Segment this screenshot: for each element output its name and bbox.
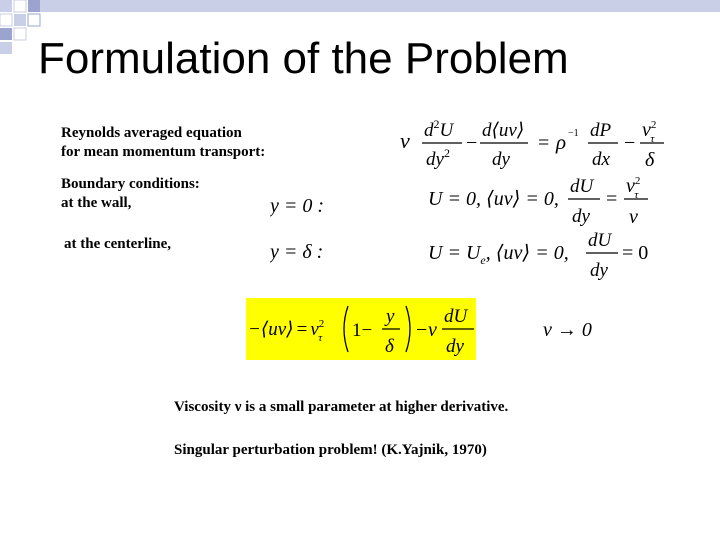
svg-text:1− — [352, 320, 372, 341]
centerline-bc-equation — [428, 226, 660, 289]
exponent-2: 2 — [433, 117, 440, 131]
svg-text:U = Ue, ⟨uv⟩ = 0, — [428, 242, 569, 267]
nu-denominator: ν — [629, 206, 638, 228]
tau-subscript-3: τ — [318, 332, 323, 344]
centerline-condition — [270, 236, 340, 271]
wall-condition — [270, 190, 340, 225]
centerline-label: at the centerline, — [64, 236, 172, 252]
d-symbol: d — [424, 120, 434, 141]
boundary-label-line1: Boundary conditions: — [61, 176, 200, 192]
rho-inverse: −1 — [568, 128, 579, 139]
slide-title: Formulation of the Problem — [38, 34, 569, 83]
svg-text:d2U — [424, 117, 455, 141]
d-symbol-6: d — [444, 306, 454, 327]
exponent-2b: 2 — [443, 146, 450, 160]
dy-symbol: dy — [426, 149, 444, 170]
u-symbol-3: U — [597, 230, 612, 251]
dy-denominator-3: dy — [590, 260, 608, 281]
u-symbol-2: U — [579, 176, 594, 197]
wall-bc-prefix: U = 0, ⟨uv⟩ = 0, — [428, 188, 559, 210]
center-bc-mid: , ⟨uv⟩ = 0, — [485, 242, 569, 264]
uv-term-2: ⟨uv⟩ — [260, 319, 294, 340]
minus-sign-5: − — [416, 319, 428, 341]
singular-note: Singular perturbation problem! (K.Yajnik, 1970) — [174, 442, 487, 458]
e-subscript: e — [480, 253, 486, 267]
equals-sign-3: = — [296, 319, 308, 340]
dy-denominator: dy — [492, 149, 510, 170]
svg-text:ν2τ — [642, 119, 656, 145]
exponent-2e: 2 — [318, 318, 325, 330]
exponent-2d: 2 — [634, 175, 641, 187]
wall-condition-text: y = 0 : — [270, 195, 325, 217]
dx-denominator: dx — [592, 149, 610, 170]
svg-text:dP — [590, 120, 612, 141]
center-bc-prefix: U = U — [428, 242, 481, 264]
boundary-label-line2: at the wall, — [61, 195, 132, 211]
equals-sign: = — [538, 132, 550, 154]
svg-text:dU — [588, 230, 613, 251]
reynolds-label — [61, 124, 265, 162]
minus-sign: − — [466, 132, 478, 154]
tau-subscript: τ — [650, 133, 655, 145]
minus-sign-2: − — [624, 132, 636, 154]
minus-sign-3: − — [248, 319, 261, 340]
uv-term: ⟨uv⟩ — [491, 120, 525, 141]
d-symbol-4: d — [570, 176, 580, 197]
boundary-label — [61, 175, 200, 213]
u-symbol: U — [439, 120, 454, 141]
nu-symbol-2: ν — [428, 319, 437, 341]
svg-text:ν2τ — [626, 175, 640, 201]
d-symbol-3: d — [590, 120, 600, 141]
svg-text:d⟨uv⟩ — [482, 120, 524, 141]
momentum-equation — [400, 112, 670, 179]
viscosity-note: Viscosity ν is a small parameter at higher derivative. — [174, 399, 509, 415]
reynolds-label-line2: for mean momentum transport: — [61, 144, 266, 160]
limit-expression — [543, 314, 613, 349]
nu-tau-2: ν — [626, 175, 635, 197]
svg-text:dU — [570, 176, 595, 197]
nu-tau: ν — [642, 119, 651, 141]
dy-denominator-2: dy — [572, 206, 590, 227]
nu-tau-3: ν — [310, 319, 319, 340]
exponent-2c: 2 — [650, 119, 657, 131]
svg-text:−⟨uv⟩=ν2τ — [248, 318, 324, 344]
p-symbol: P — [599, 120, 612, 141]
dy-denominator-4: dy — [446, 336, 464, 357]
rho-symbol: ρ — [556, 130, 567, 154]
delta-denominator: δ — [645, 149, 655, 171]
nu-symbol: ν — [400, 128, 410, 153]
d-symbol-5: d — [588, 230, 598, 251]
centerline-condition-text: y = δ : — [270, 241, 324, 263]
delta-denominator-2: δ — [385, 336, 394, 357]
u-symbol-4: U — [453, 306, 468, 327]
equals-sign-2: = — [606, 188, 618, 210]
svg-text:dy2 — [426, 146, 450, 170]
one-term: 1 — [352, 320, 362, 341]
center-bc-suffix: = 0 — [622, 242, 649, 264]
tau-subscript-2: τ — [634, 189, 639, 201]
y-numerator: y — [386, 306, 395, 327]
closure-equation — [248, 298, 476, 365]
limit-text: ν → 0 — [543, 319, 592, 341]
d-symbol-2: d — [482, 120, 492, 141]
svg-text:dU — [444, 306, 469, 327]
reynolds-label-line1: Reynolds averaged equation — [61, 125, 242, 141]
minus-sign-4: − — [361, 320, 373, 341]
